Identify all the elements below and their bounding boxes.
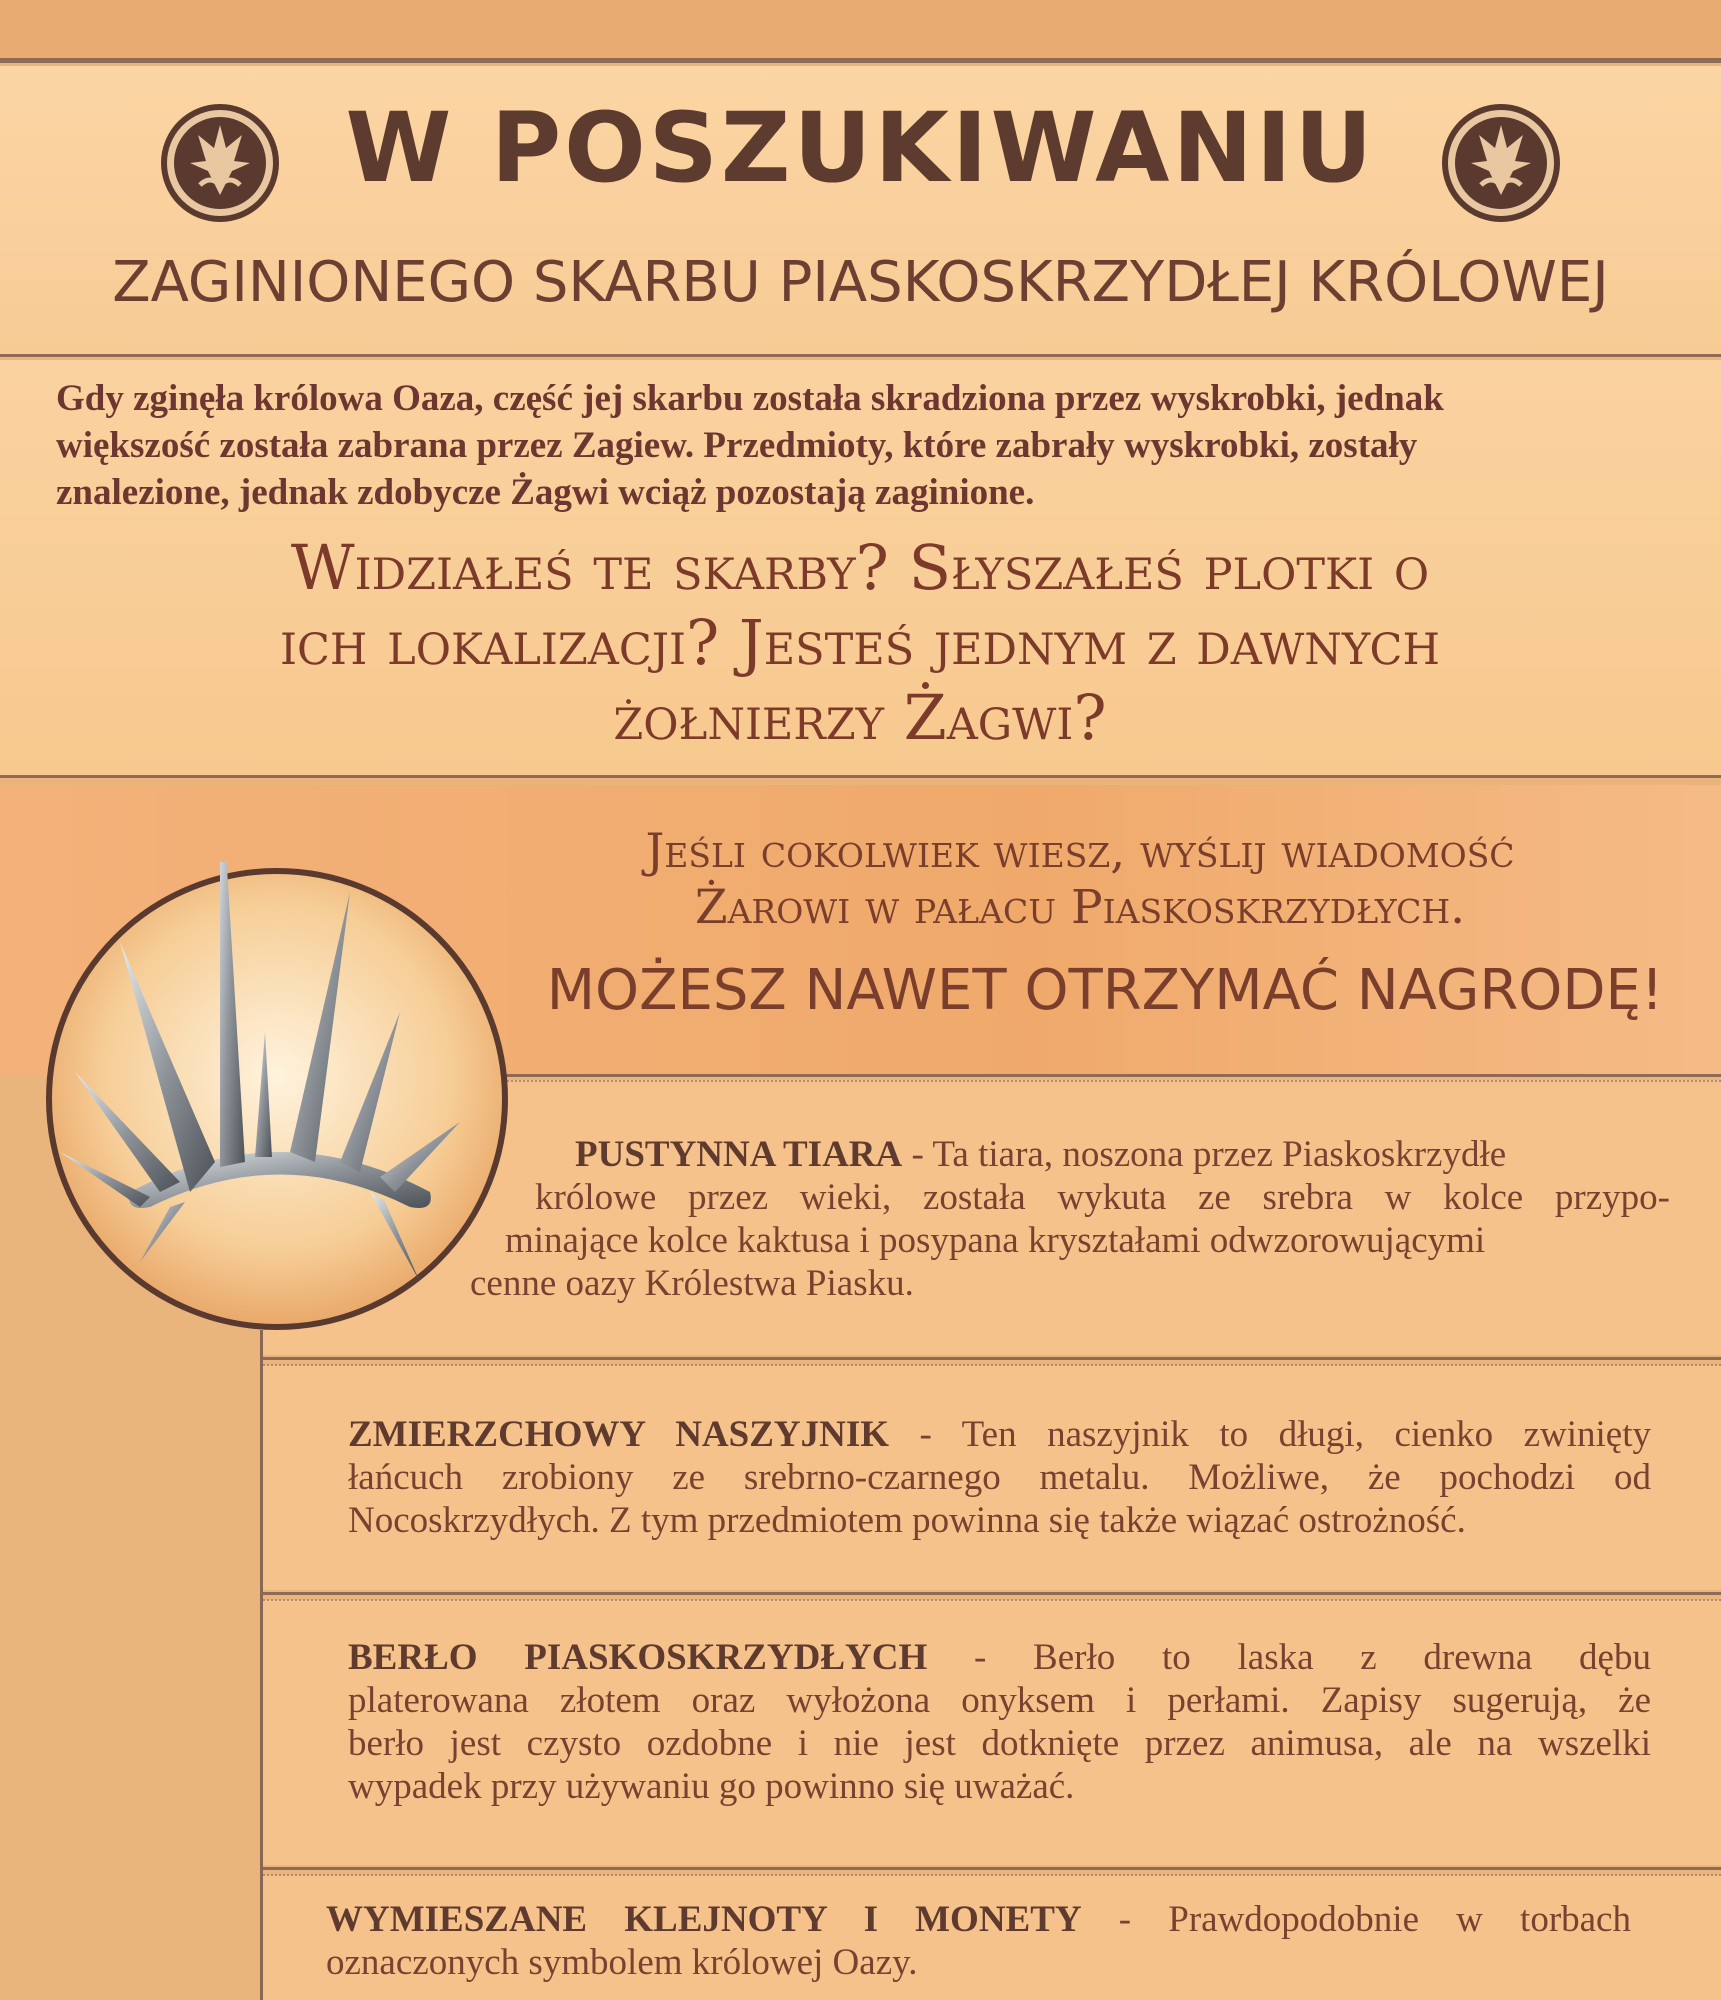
item-separator: -: [927, 1637, 1034, 1678]
intro-line: większość została zabrana przez Zagiew. Przedmioty, które zabrały wyskrobki, zostały: [56, 425, 1418, 466]
item-line: łańcuch zrobiony ze srebrno-czarnego metalu. Możliwe, że pochodzi od: [348, 1457, 1651, 1498]
item-line: królowe przez wieki, została wykuta ze srebra w kolce przypo-: [535, 1177, 1670, 1218]
item-sandwing-scepter: [348, 1636, 1651, 1808]
item-twilight-necklace: [348, 1413, 1651, 1542]
item-line: Prawdopodobnie w torbach: [1168, 1899, 1631, 1940]
divider: [260, 1364, 1721, 1367]
divider: [260, 1592, 1721, 1595]
question-line: Widziałeś te skarby? Słyszałeś plotki o: [290, 531, 1430, 604]
item-line: oznaczonych symbolem królowej Oazy.: [326, 1942, 918, 1983]
divider: [260, 1599, 1721, 1602]
item-name: BERŁO PIASKOSKRZYDŁYCH: [348, 1637, 928, 1678]
divider: [260, 1330, 263, 2000]
question-line: żołnierzy Żagwi?: [613, 681, 1107, 754]
top-band: [0, 0, 1721, 62]
intro-line: znalezione, jednak zdobycze Żagwi wciąż pozostają zaginione.: [56, 472, 1035, 513]
item-desert-tiara: [470, 1133, 1670, 1305]
item-name: WYMIESZANE KLEJNOTY I MONETY: [326, 1899, 1082, 1940]
item-line: Ten naszyjnik to długi, cienko zwinięty: [961, 1414, 1651, 1455]
divider: [260, 1874, 1721, 1877]
tiara-illustration-icon: [40, 862, 515, 1337]
intro-paragraph: [56, 375, 1666, 516]
question-line: ich lokalizacji? Jesteś jednym z dawnych: [280, 606, 1440, 679]
question-heading: [60, 530, 1660, 755]
item-line: platerowana złotem oraz wyłożona onyksem i perłami. Zapisy sugerują, że: [348, 1680, 1651, 1721]
item-line: berło jest czysto ozdobne i nie jest dotknięte przez animusa, ale na wszelki: [348, 1723, 1651, 1764]
item-line: Berło to laska z drewna dębu: [1033, 1637, 1651, 1678]
item-mixed-jewels: [326, 1898, 1631, 1984]
intro-line: Gdy zginęła królowa Oaza, część jej skarbu została skradziona przez wyskrobki, jednak: [56, 378, 1444, 419]
reward-banner: MOŻESZ NAWET OTRZYMAĆ NAGRODĘ!: [546, 958, 1664, 1023]
divider: [260, 1867, 1721, 1870]
item-separator: -: [1081, 1899, 1169, 1940]
divider: [0, 354, 1721, 357]
divider: [0, 58, 1721, 63]
page-title: W POSZUKIWANIU: [345, 92, 1376, 204]
item-line: wypadek przy używaniu go powinno się uważać.: [348, 1766, 1075, 1807]
item-name: PUSTYNNA TIARA: [575, 1134, 903, 1175]
divider: [0, 775, 1721, 778]
item-line: Ta tiara, noszona przez Piaskoskrzydłe: [932, 1134, 1507, 1175]
item-line: Nocoskrzydłych. Z tym przedmiotem powinna się także wiązać ostrożność.: [348, 1500, 1466, 1541]
page-subtitle: ZAGINIONEGO SKARBU PIASKOSKRZYDŁEJ KRÓLOWEJ: [112, 250, 1609, 315]
item-separator: -: [902, 1134, 933, 1175]
call-line-1: Jeśli cokolwiek wiesz, wyślij wiadomość: [645, 824, 1515, 879]
item-separator: -: [889, 1414, 962, 1455]
call-line-2: Żarowi w pałacu Piaskoskrzydłych.: [694, 880, 1466, 935]
item-name: ZMIERZCHOWY NASZYJNIK: [348, 1414, 890, 1455]
item-line: cenne oazy Królestwa Piasku.: [470, 1263, 914, 1304]
item-line: minające kolce kaktusa i posypana kryształami odwzorowującymi: [505, 1220, 1486, 1261]
divider: [260, 1357, 1721, 1360]
